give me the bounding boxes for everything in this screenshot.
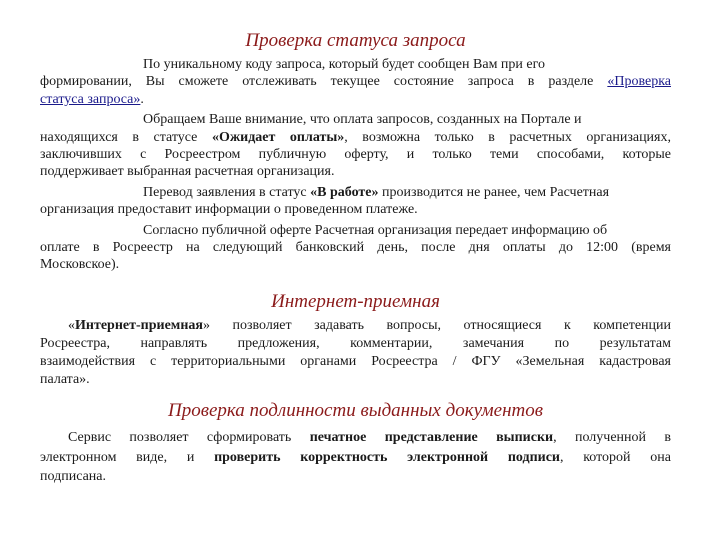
text-line	[40, 317, 671, 335]
internet-reception-section	[40, 291, 671, 389]
text-line	[40, 256, 671, 273]
bold-text: печатное представление выписки	[309, 430, 554, 445]
text-line	[40, 111, 671, 128]
bold-text: «Ожидает оплаты»	[211, 129, 345, 145]
text: Согласно публичной оферте Расчетная организация передает информацию об	[143, 222, 608, 238]
text: По уникальному коду запроса, который будет сообщен Вам при его	[143, 57, 546, 72]
status-check-section	[40, 30, 671, 274]
text: формировании, Вы сможете отслеживать текущее состояние запроса в разделе	[40, 74, 608, 90]
text-line	[40, 163, 671, 180]
text: производится не ранее, чем Расчетная	[378, 184, 610, 200]
text: Росреестра, направлять предложения, комментарии, замечания по результатам	[40, 336, 671, 351]
paragraph	[40, 222, 671, 274]
text: .	[140, 91, 144, 107]
text: находящихся в статусе	[40, 129, 212, 145]
text: взаимодействия с территориальными органами Росреестра / ФГУ «Земельная кадастровая	[40, 354, 671, 369]
text: «	[68, 318, 75, 333]
paragraph	[40, 184, 671, 219]
text-line	[40, 448, 671, 468]
text-line	[40, 353, 671, 371]
text-line	[40, 56, 671, 73]
section-title: Интернет-приемная	[271, 291, 440, 312]
text-line	[40, 371, 671, 389]
bold-text: Интернет-приемная	[75, 318, 203, 333]
text: подписана.	[40, 469, 107, 485]
text: Московское).	[40, 257, 120, 273]
text-line	[40, 201, 671, 218]
text-line	[40, 222, 671, 239]
text: электронном виде, и	[40, 449, 215, 465]
text: Перевод заявления в статус	[143, 184, 311, 200]
text-line	[40, 184, 671, 201]
text: , которой она	[559, 449, 671, 465]
text: , возможна только в расчетных организациях,	[344, 129, 671, 145]
text: , полученной в	[553, 430, 672, 445]
text: палата».	[40, 372, 90, 387]
text: Сервис позволяет сформировать	[68, 430, 310, 445]
text-line	[40, 239, 671, 256]
text: Обращаем Ваше внимание, что оплата запросов, созданных на Портале и	[143, 112, 582, 128]
text-line	[40, 335, 671, 353]
paragraph	[40, 428, 671, 487]
bold-text: «В работе»	[310, 184, 379, 200]
text-line	[40, 73, 671, 90]
text-line	[40, 129, 671, 146]
text: заключивших с Росреестром публичную оферту, и только теми способами, которые	[40, 147, 671, 163]
section-title: Проверка подлинности выданных документов	[167, 400, 543, 421]
text-line	[40, 146, 671, 163]
text: организация предоставит информации о проведенном платеже.	[40, 202, 418, 218]
status-check-link[interactable]: статуса запроса»	[40, 91, 141, 107]
document-authenticity-section	[40, 400, 671, 487]
section-title: Проверка статуса запроса	[245, 30, 466, 51]
paragraph	[40, 111, 671, 181]
text: » позволяет задавать вопросы, относящиеся к компетенции	[202, 318, 671, 333]
paragraph	[40, 56, 671, 108]
text: поддерживает выбранная расчетная организация.	[40, 164, 335, 180]
text-line	[40, 467, 671, 487]
paragraph	[40, 317, 671, 389]
bold-text: проверить корректность электронной подписи	[214, 449, 560, 465]
status-check-link[interactable]: «Проверка	[607, 74, 671, 90]
text: оплате в Росреестр на следующий банковский день, после дня оплаты до 12:00 (время	[40, 240, 671, 256]
text-line	[40, 91, 671, 108]
text-line	[40, 428, 671, 448]
